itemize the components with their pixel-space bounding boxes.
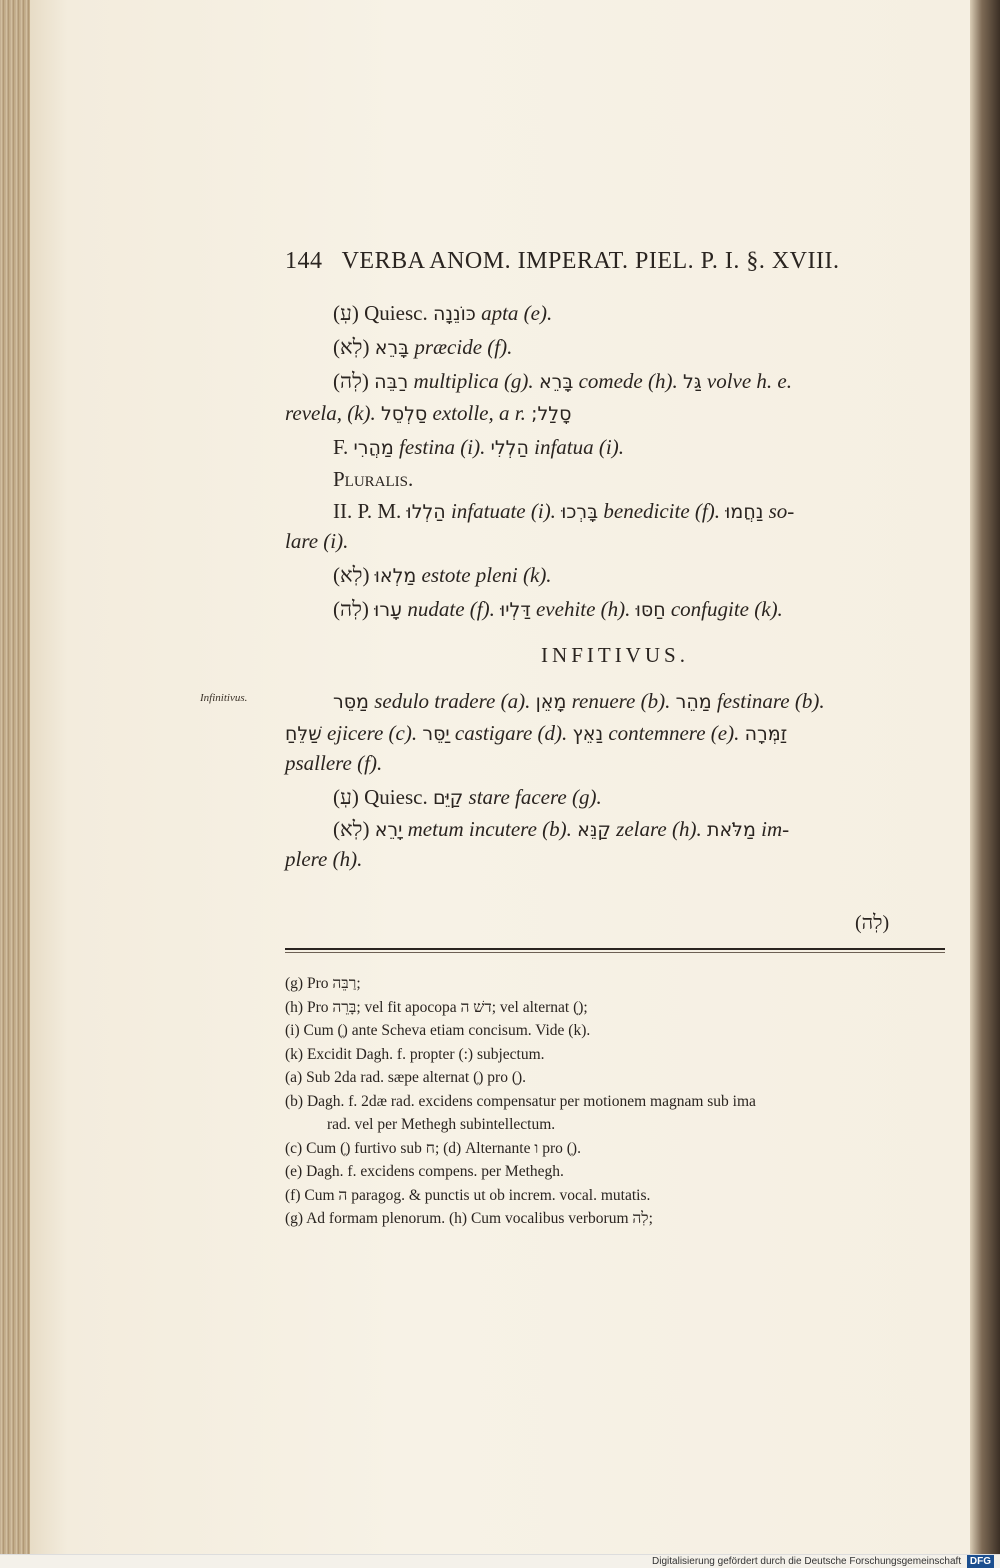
page-number: 144	[285, 248, 323, 274]
body-line: (לֽה) רַבֵּה multiplica (g). בָּרֵא comede (h). גַּל volve h. e.	[333, 369, 792, 393]
body-line: שַׁלֵּחַ ejicere (c). יַסֵּר castigare (d). נַאֵץ contemnere (e). זַמְּרָה	[285, 721, 788, 745]
footnotes	[285, 972, 945, 1231]
footnote-rule	[285, 948, 945, 950]
body-line: (לֽה) עָרוּ nudate (f). דַּלְיוּ evehite (h). חַסּוּ confugite (k).	[333, 597, 783, 621]
digitization-credit: Digitalisierung gefördert durch die Deutsche Forschungsgemeinschaft	[652, 1556, 962, 1567]
book-page	[30, 0, 970, 1555]
footnote-rule-secondary	[285, 952, 945, 953]
book-gutter	[970, 0, 1000, 1555]
section-title: INFITIVUS.	[541, 643, 689, 667]
footnote: (c) Cum (ַ) furtivo sub ח; (d) Alternante ו pro (ַ).	[285, 1139, 581, 1157]
body-line: (עֽ) Quiesc. קַיֵּם stare facere (g).	[333, 785, 602, 809]
footnote-continuation: rad. vel per Methegh subintellectum.	[327, 1116, 556, 1133]
body-line: מַסֵּר sedulo tradere (a). מָאֵן renuere (b). מַהֵר festinare (b).	[333, 689, 825, 713]
body-line: lare (i).	[285, 529, 349, 553]
body-line: psallere (f).	[285, 751, 383, 775]
dfg-logo: DFG	[967, 1555, 994, 1568]
catchword: (לֽה)	[855, 912, 890, 934]
body-line: F. מַהֲרִי festina (i). הַלְלִי infatua (i).	[333, 435, 624, 459]
body-line: (לֽא) מַלְאוּ estote pleni (k).	[333, 563, 552, 587]
footnote: (h) Pro בָּרֵה; vel fit apocopa דשׁ ה; vel alternat (ֵ);	[285, 998, 588, 1016]
body-line: (עֽ) Quiesc. כּוֹנֵנָה apta (e).	[333, 301, 553, 325]
footnote: (g) Ad formam plenorum. (h) Cum vocalibus verborum לֽה;	[285, 1210, 653, 1227]
running-title: VERBA ANOM. IMPERAT. PIEL. P. I. §. XVIII.	[341, 248, 840, 274]
footnote: (f) Cum ה paragog. & punctis ut ob increm. vocal. mutatis.	[285, 1186, 651, 1204]
body-line: (לֽא) יָרֵא metum incutere (b). קַנֵּא zelare (h). מַלֹּאת im-	[333, 817, 790, 841]
running-header	[285, 248, 945, 275]
body-line: revela, (k). סַלְסֵל extolle, a r. סָלַל;	[285, 401, 572, 425]
footnote: (b) Dagh. f. 2dæ rad. excidens compensatur per motionem magnam sub ima	[285, 1092, 756, 1110]
body-line: II. P. M. הַלְלוּ infatuate (i). בָּרְכוּ benedicite (f). נַחֲמוּ so-	[333, 499, 795, 523]
margin-note: Infinitivus.	[200, 692, 248, 704]
body-line: plere (h).	[285, 847, 363, 871]
footnote: (a) Sub 2da rad. sæpe alternat (ַ) pro (ֵ).	[285, 1069, 527, 1086]
footnote: (g) Pro רַבֵּה;	[285, 975, 361, 992]
subheading-pluralis: Pluralis.	[333, 467, 414, 491]
footnote: (e) Dagh. f. excidens compens. per Methegh.	[285, 1163, 564, 1180]
digitization-footer	[0, 1554, 1000, 1568]
body-line: (לֽא) בָּרֵא præcide (f).	[333, 335, 513, 359]
footnote: (i) Cum (ַ) ante Scheva etiam concisum. Vide (k).	[285, 1022, 591, 1039]
book-fore-edge	[0, 0, 30, 1555]
footnote: (k) Excidit Dagh. f. propter (:) subjectum.	[285, 1045, 545, 1063]
